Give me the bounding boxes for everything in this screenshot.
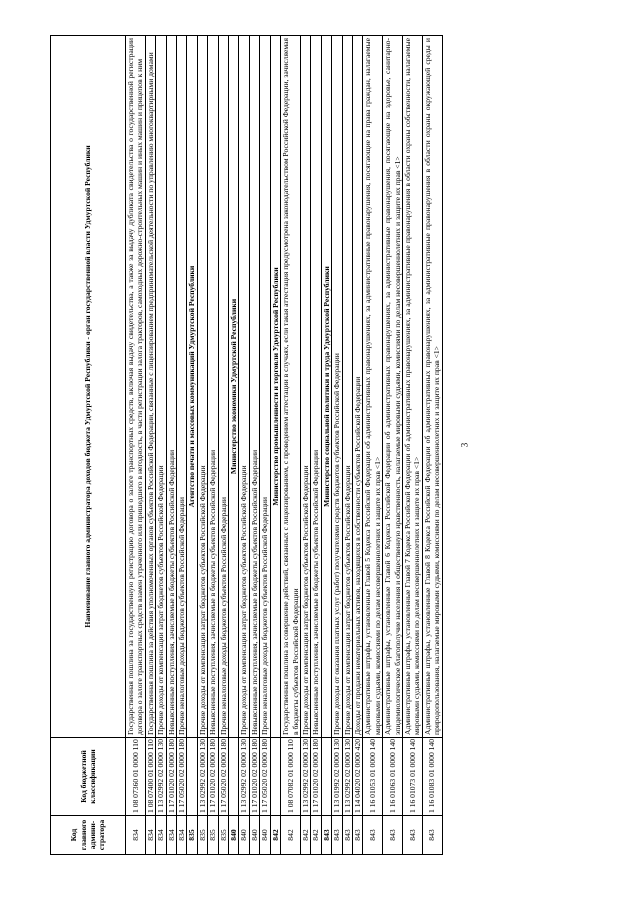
cell-kbk <box>321 738 331 816</box>
table-row <box>197 36 207 855</box>
cell-admin-name: Прочие неналоговые доходы бюджетов субъектов Российской Федерации <box>177 36 187 738</box>
cell-kbk: 1 13 02992 02 0000 130 <box>300 738 310 816</box>
cell-admin-name: Невыясненные поступления, зачисляемые в бюджеты субъектов Российской Федерации <box>311 36 321 738</box>
cell-admin-code: 842 <box>300 816 310 855</box>
cell-admin-name: Административные штрафы, установленные Главой 8 Кодекса Российской Федерации об административных правонарушениях, за административные правонарушения в области охраны окружающей среды и природопользования, налагаемые мировыми судьями, комиссиями по делам несовершеннолетних и защите их прав <1> <box>422 36 442 738</box>
cell-kbk: 1 17 01020 02 0000 180 <box>208 738 218 816</box>
header-kbk: Код бюджетной классификации <box>51 738 126 816</box>
cell-kbk: 1 17 05020 02 0000 180 <box>260 738 270 816</box>
cell-admin-name: Невыясненные поступления, зачисляемые в бюджеты субъектов Российской Федерации <box>249 36 259 738</box>
table-header-row <box>51 36 126 855</box>
cell-admin-code: 840 <box>239 816 249 855</box>
table-row <box>166 36 176 855</box>
cell-kbk: 1 17 05020 02 0000 180 <box>218 738 228 816</box>
table-row <box>332 36 342 855</box>
cell-admin-name: Прочие доходы от компенсации затрат бюджетов субъектов Российской Федерации <box>156 36 166 738</box>
table-row <box>352 36 362 855</box>
table-row <box>383 36 403 855</box>
cell-admin-code: 840 <box>249 816 259 855</box>
revenue-administrators-table <box>50 35 443 855</box>
cell-admin-code: 840 <box>229 816 239 855</box>
table-row <box>249 36 259 855</box>
cell-admin-code: 835 <box>218 816 228 855</box>
cell-admin-name: Административные штрафы, установленные Главой 7 Кодекса Российской Федерации об административных правонарушениях, за административные правонарушения в области охраны собственности, налагаемые мировыми судьями, комиссиями по делам несовершеннолетних и защите их прав <1> <box>402 36 422 738</box>
table-row <box>208 36 218 855</box>
table-row <box>145 36 155 855</box>
cell-admin-code: 842 <box>311 816 321 855</box>
page-number: 3 <box>459 442 470 448</box>
cell-kbk: 1 13 02992 02 0000 130 <box>239 738 249 816</box>
cell-admin-name: Министерство социальной политики и труда Удмуртской Республики <box>321 36 331 738</box>
cell-kbk: 1 17 05020 02 0000 180 <box>177 738 187 816</box>
cell-admin-name: Прочие доходы от компенсации затрат бюджетов субъектов Российской Федерации <box>239 36 249 738</box>
cell-admin-name: Министерство экономики Удмуртской Республики <box>229 36 239 738</box>
cell-admin-name: Невыясненные поступления, зачисляемые в бюджеты субъектов Российской Федерации <box>166 36 176 738</box>
cell-admin-name: Доходы от продажи нематериальных активов, находящихся в собственности субъектов Российской Федерации <box>352 36 362 738</box>
cell-admin-code: 835 <box>187 816 197 855</box>
cell-admin-code: 843 <box>342 816 352 855</box>
table-row <box>311 36 321 855</box>
table-row <box>342 36 352 855</box>
cell-admin-code: 842 <box>270 816 280 855</box>
cell-admin-code: 843 <box>402 816 422 855</box>
cell-kbk: 1 16 01063 01 0000 140 <box>383 738 403 816</box>
table-row <box>156 36 166 855</box>
cell-kbk: 1 16 01073 01 0000 140 <box>402 738 422 816</box>
section-row <box>229 36 239 855</box>
cell-admin-code: 834 <box>126 816 146 855</box>
cell-kbk <box>187 738 197 816</box>
cell-kbk <box>229 738 239 816</box>
table-row <box>300 36 310 855</box>
cell-admin-code: 834 <box>145 816 155 855</box>
cell-kbk: 1 17 01020 02 0000 180 <box>166 738 176 816</box>
cell-admin-name: Прочие неналоговые доходы бюджетов субъектов Российской Федерации <box>260 36 270 738</box>
header-admin-code: Код главного админи-стратора <box>51 816 126 855</box>
cell-admin-code: 834 <box>166 816 176 855</box>
cell-admin-code: 842 <box>281 816 301 855</box>
cell-admin-code: 834 <box>177 816 187 855</box>
table-row <box>363 36 383 855</box>
cell-kbk: 1 08 07360 01 0000 110 <box>126 738 146 816</box>
section-row <box>321 36 331 855</box>
cell-admin-name: Прочие доходы от оказания платных услуг (работ) получателями средств бюджетов субъектов Российской Федерации <box>332 36 342 738</box>
cell-kbk: 1 17 01020 02 0000 180 <box>311 738 321 816</box>
header-admin-name: Наименование главного администратора доходов бюджета Удмуртской Республики - орган государственной власти Удмуртской Республики <box>51 36 126 738</box>
cell-admin-code: 835 <box>197 816 207 855</box>
table-row <box>177 36 187 855</box>
cell-admin-code: 843 <box>422 816 442 855</box>
section-row <box>187 36 197 855</box>
cell-admin-code: 843 <box>352 816 362 855</box>
cell-admin-code: 843 <box>332 816 342 855</box>
table-row <box>402 36 422 855</box>
cell-admin-code: 843 <box>363 816 383 855</box>
cell-kbk: 1 08 07082 01 0000 110 <box>281 738 301 816</box>
cell-admin-name: Государственная пошлина за государственную регистрацию договора о залоге транспортных средств, включая выдачу свидетельства, а также за выдачу дубликата свидетельства о государственной регистрации договора о залоге транспортных средств взамен утраченного или пришедшего в негодность, в части регистрации залога тракторов, самоходных дорожно-строительных машин и иных машин и прицепов к ним <box>126 36 146 738</box>
cell-admin-name: Государственная пошлина за действия уполномоченных органов субъектов Российской Федерации, связанные с лицензированием предпринимательской деятельности по управлению многоквартирными домами <box>145 36 155 738</box>
rotated-document-page <box>50 35 443 855</box>
cell-kbk: 1 16 01083 01 0000 140 <box>422 738 442 816</box>
table-row <box>260 36 270 855</box>
cell-admin-code: 843 <box>383 816 403 855</box>
cell-admin-name: Прочие доходы от компенсации затрат бюджетов субъектов Российской Федерации <box>197 36 207 738</box>
table-row <box>218 36 228 855</box>
cell-kbk: 1 13 02992 02 0000 130 <box>342 738 352 816</box>
table-body <box>126 36 443 855</box>
table-row <box>281 36 301 855</box>
table-row <box>126 36 146 855</box>
cell-admin-code: 834 <box>156 816 166 855</box>
cell-kbk: 1 14 04020 02 0000 420 <box>352 738 362 816</box>
section-row <box>270 36 280 855</box>
cell-admin-name: Агентство печати и массовых коммуникаций Удмуртской Республики <box>187 36 197 738</box>
cell-admin-code: 840 <box>260 816 270 855</box>
cell-kbk <box>270 738 280 816</box>
cell-admin-code: 843 <box>321 816 331 855</box>
cell-admin-name: Прочие доходы от компенсации затрат бюджетов субъектов Российской Федерации <box>342 36 352 738</box>
cell-admin-name: Министерство промышленности и торговли Удмуртской Республики <box>270 36 280 738</box>
cell-kbk: 1 13 01992 02 0000 130 <box>332 738 342 816</box>
cell-admin-code: 835 <box>208 816 218 855</box>
cell-admin-name: Государственная пошлина за совершение действий, связанных с лицензированием, с проведением аттестации в случаях, если такая аттестация предусмотрена законодательством Российской Федерации, зачисляемая в бюджеты субъектов Российской Федерации <box>281 36 301 738</box>
cell-kbk: 1 13 02992 02 0000 130 <box>156 738 166 816</box>
cell-admin-name: Невыясненные поступления, зачисляемые в бюджеты субъектов Российской Федерации <box>208 36 218 738</box>
cell-kbk: 1 17 01020 02 0000 180 <box>249 738 259 816</box>
table-row <box>422 36 442 855</box>
cell-admin-name: Административные штрафы, установленные Главой 6 Кодекса Российской Федерации об административных правонарушениях, за административные правонарушения, посягающие на здоровье, санитарно-эпидемиологическое благополучие населения и общественную нравственность, налагаемые мировыми судьями, комиссиями по делам несовершеннолетних и защите их прав <1> <box>383 36 403 738</box>
table-row <box>239 36 249 855</box>
cell-kbk: 1 08 07400 01 0000 110 <box>145 738 155 816</box>
cell-kbk: 1 13 02992 02 0000 130 <box>197 738 207 816</box>
cell-admin-name: Прочие доходы от компенсации затрат бюджетов субъектов Российской Федерации <box>300 36 310 738</box>
cell-kbk: 1 16 01053 01 0000 140 <box>363 738 383 816</box>
cell-admin-name: Административные штрафы, установленные Главой 5 Кодекса Российской Федерации об административных правонарушениях, за административные правонарушения, посягающие на права граждан, налагаемые мировыми судьями, комиссиями по делам несовершеннолетних и защите их прав <1> <box>363 36 383 738</box>
cell-admin-name: Прочие неналоговые доходы бюджетов субъектов Российской Федерации <box>218 36 228 738</box>
